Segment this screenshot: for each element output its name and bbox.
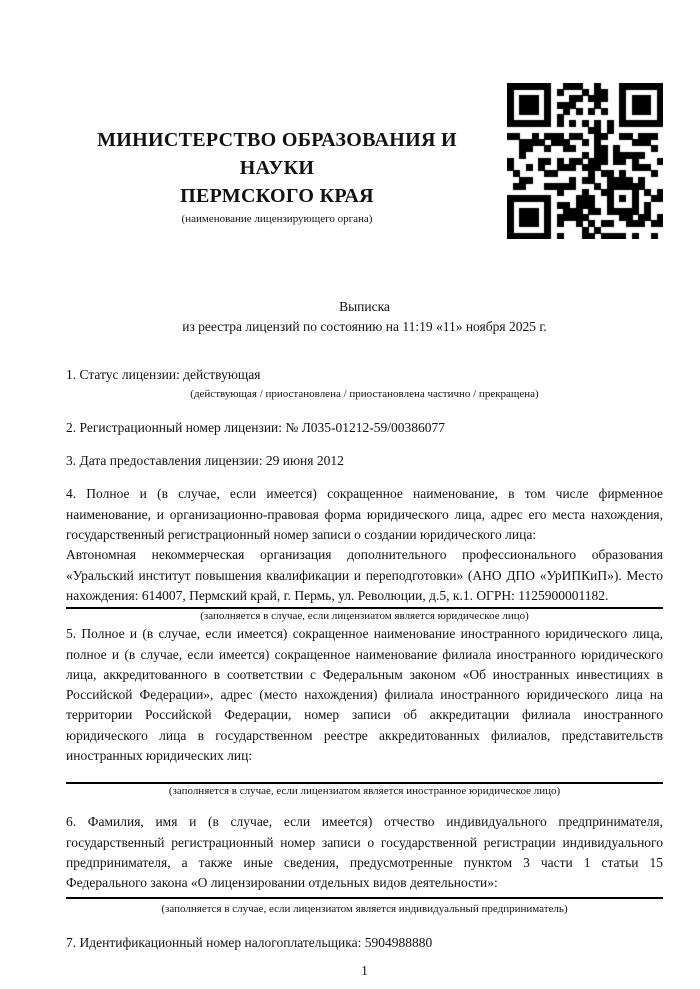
section-license-status	[66, 365, 663, 401]
ministry-caption: (наименование лицензирующего органа)	[181, 213, 373, 225]
section-legal-entity	[66, 484, 663, 623]
document-title	[66, 297, 663, 338]
section-foreign-entity	[66, 624, 663, 798]
section-individual-entrepreneur	[66, 812, 663, 915]
foreign-entity-underline	[66, 782, 663, 784]
individual-entrepreneur-caption: (заполняется в случае, если лицензиатом является индивидуальный предприниматель)	[161, 902, 568, 915]
section-taxpayer-number: 7. Идентификационный номер налогоплательщика: 5904988880	[66, 934, 433, 950]
ministry-name-line2: ПЕРМСКОГО КРАЯ	[180, 185, 374, 207]
legal-entity-clause-text: 4. Полное и (в случае, если имеется) сокращенное наименование, в том числе фирменное наименование, и организационно-правовая форма юридического лица, адрес его места нахождения, государственный регистрационный номер записи о создании юридического лица:	[66, 486, 663, 543]
license-status-label: 1. Статус лицензии: действующая	[66, 366, 261, 382]
legal-entity-underline	[66, 607, 663, 609]
legal-entity-value: Автономная некоммерческая организация дополнительного профессионального образования «Уральский институт повышения квалификации и переподготовки» (АНО ДПО «УрИПКиП»). Место нахождения: 614007, Пермский край, г. Пермь, ул. Революции, д.5, к.1. ОГРН: 1125900001182.	[66, 547, 663, 603]
foreign-entity-clause-text: 5. Полное и (в случае, если имеется) сокращенное наименование иностранного юридического лица, полное и (в случае, если имеется) сокращенное наименование филиала иностранного юридического лица, аккредитованного в соответствии с Федеральным законом «Об иностранных инвестициях в Российской Федерации», адрес (место нахождения) филиала иностранного юридического лица на территории Российской Федерации, номер записи об аккредитации филиала иностранного юридического лица в государственном реестре аккредитованных филиалов, представительств иностранных юридических лиц:	[66, 626, 663, 764]
section-license-grant-date: 3. Дата предоставления лицензии: 29 июня 2012	[66, 453, 344, 469]
document-title-line1: Выписка	[339, 299, 390, 314]
ministry-name-line1: МИНИСТЕРСТВО ОБРАЗОВАНИЯ И НАУКИ	[97, 129, 457, 179]
legal-entity-caption: (заполняется в случае, если лицензиатом является юридическое лицо)	[200, 610, 529, 623]
qr-code-image	[507, 83, 663, 239]
qr-code	[507, 83, 663, 239]
page-number: 1	[361, 962, 368, 978]
foreign-entity-caption: (заполняется в случае, если лицензиатом является иностранное юридическое лицо)	[168, 785, 561, 798]
individual-entrepreneur-underline	[66, 897, 663, 899]
licensing-authority-header	[66, 126, 488, 226]
individual-entrepreneur-clause-text: 6. Фамилия, имя и (в случае, если имеется) отчество индивидуального предпринимателя, государственный регистрационный номер записи о государственной регистрации индивидуального предпринимателя, а также иные сведения, предусмотренные пунктом 3 части 1 статьи 15 Федерального закона «О лицензировании отдельных видов деятельности»:	[66, 814, 663, 891]
document-title-line2: из реестра лицензий по состоянию на 11:19 «11» ноября 2025 г.	[182, 319, 547, 335]
license-status-hint: (действующая / приостановлена / приостановлена частично / прекращена)	[190, 387, 539, 400]
section-registration-number: 2. Регистрационный номер лицензии: № Л035-01212-59/00386077	[66, 419, 446, 435]
document-body	[66, 297, 663, 981]
